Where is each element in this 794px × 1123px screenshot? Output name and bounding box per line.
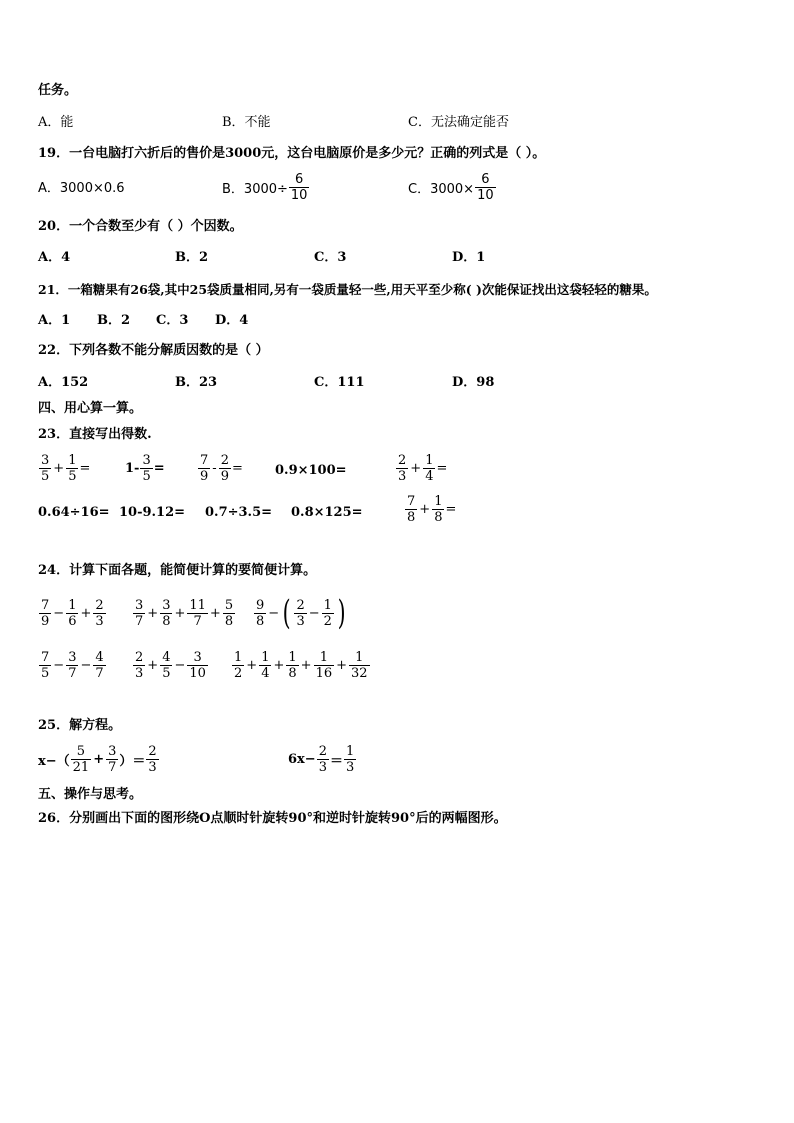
numerator: 1 [288,650,297,665]
denominator: 2 [323,613,332,629]
fraction [254,598,266,629]
equals: = [436,461,448,476]
numerator: 1 [434,494,443,509]
numerator: 5 [76,744,86,759]
fraction [405,494,417,525]
equals: = [79,461,91,476]
numerator: 3 [68,650,77,665]
fraction [294,598,306,629]
numerator: 2 [296,597,305,613]
q23-expr-8: 0.7÷3.5= [205,505,273,520]
numerator: 1 [234,650,243,665]
numerator: 4 [162,650,171,665]
numerator: 6 [481,172,490,187]
denominator: 3 [296,613,305,629]
q23-expr-4: 0.9×100= [275,463,347,478]
fraction [160,598,172,629]
q23-expr-5 [395,453,447,484]
denominator: 10 [189,666,206,681]
operator: + [246,658,258,673]
numerator: 7 [41,650,50,665]
operator: + [80,606,92,621]
right-paren: ) [337,593,346,633]
fraction [146,744,158,775]
q20-option-a: A．4 [38,250,71,265]
fraction [344,744,356,775]
numerator: 1 [261,650,270,665]
operator: + [300,658,312,673]
operator: - [212,461,217,476]
denominator: 7 [187,613,208,629]
q18-option-c: C．无法确定能否 [408,115,509,130]
section-5-heading: 五、操作与思考。 [38,787,143,802]
denominator: 3 [398,469,407,484]
q25-stem: 25．解方程。 [38,718,122,733]
numerator: 7 [41,598,50,613]
numerator: 3 [162,598,171,613]
denominator: 3 [148,760,157,775]
numerator: 1 [425,453,434,468]
q19-option-c [408,172,497,203]
fraction [396,453,408,484]
numerator: 3 [108,744,117,759]
fraction [133,650,145,681]
q20-option-c: C．3 [314,250,347,265]
left-paren: ( [282,593,291,633]
q18-option-b: B．不能 [222,115,271,130]
operator: + [174,606,186,621]
fraction [160,650,172,681]
denominator: 8 [256,613,265,629]
operator: + [419,502,431,517]
equals: = [445,502,457,517]
denominator: 8 [162,614,171,629]
denominator: 4 [425,469,434,484]
fraction [39,453,51,484]
q24-expr-2 [132,598,236,629]
denominator: 10 [477,188,494,203]
operator: − [308,605,320,621]
fraction [314,650,335,681]
fraction [66,598,78,629]
operator: + [93,752,105,767]
denominator: 5 [68,469,77,484]
q22-option-b: B．23 [175,375,218,390]
fraction [423,453,435,484]
q23-expr-2 [125,453,165,484]
denominator: 3 [135,666,144,681]
equation-prefix: 6x− [288,752,316,767]
q19-option-c-label: C．3000× [408,182,475,197]
q21-option-d: D．4 [215,313,249,328]
operator: − [80,658,92,673]
numerator: 9 [256,597,265,613]
operator: − [53,658,65,673]
q25-equation-2 [288,744,357,775]
denominator: 4 [261,666,270,681]
operator: + [147,606,159,621]
fraction [93,650,105,681]
numerator: 7 [200,453,209,468]
numerator: 1 [346,744,355,759]
fraction [187,598,208,629]
fraction [317,744,329,775]
denominator: 8 [224,614,234,629]
denominator: 10 [290,188,308,203]
q22-stem: 22．下列各数不能分解质因数的是（ ） [38,343,269,358]
q20-option-b: B．2 [175,250,209,265]
denominator: 3 [346,760,355,775]
operator: + [53,461,65,476]
q22-option-d: D．98 [452,375,495,390]
fraction [349,650,370,681]
denominator: 3 [95,614,104,629]
q18-option-a: A．能 [38,115,74,130]
fraction [140,453,152,484]
fraction [66,650,78,681]
q21-stem: 21．一箱糖果有26袋,其中25袋质量相同,另有一袋质量轻一些,用天平至少称( )次能保证找出这袋轻轻的糖果。 [38,282,657,297]
equation-prefix: x−（ [38,754,70,769]
q24-expr-3 [253,593,348,633]
q24-expr-1 [38,598,107,629]
fraction [133,598,145,629]
numerator: 2 [135,650,144,665]
numerator: 2 [148,744,157,759]
numerator: 1 [68,453,77,468]
denominator: 5 [142,469,151,484]
denominator: 3 [318,760,327,775]
q23-expr-10 [404,494,456,525]
fraction [71,744,92,775]
denominator: 9 [200,469,209,484]
denominator: 8 [434,510,443,525]
numerator: 3 [135,598,144,613]
fraction [66,453,78,484]
q23-expr-3 [197,453,243,484]
denominator: 5 [162,666,171,681]
q25-equation-1 [38,744,160,775]
q21-option-b: B．2 [97,313,131,328]
denominator: 2 [234,666,243,681]
denominator: 7 [108,760,117,775]
q22-option-a: A．152 [38,375,89,390]
prefix: 1- [125,461,140,476]
q19-stem: 19．一台电脑打六折后的售价是3000元，这台电脑原价是多少元？正确的列式是（ ）。 [38,146,546,161]
fraction [219,453,231,484]
numerator: 5 [224,598,234,613]
numerator: 2 [318,744,327,759]
fraction [39,598,51,629]
q23-expr-1 [38,453,90,484]
numerator: 1 [355,650,364,665]
fraction [93,598,105,629]
q24-expr-4 [38,650,107,681]
denominator: 5 [41,666,50,681]
denominator: 9 [41,614,50,629]
operator: − [268,605,280,621]
top-line: 任务。 [38,83,78,98]
denominator: 9 [220,469,229,484]
q19-option-a: A．3000×0.6 [38,181,125,196]
denominator: 16 [315,666,333,681]
denominator: 5 [41,469,50,484]
operator: − [174,658,186,673]
q19-option-b-label: B．3000÷ [222,182,288,197]
fraction [286,650,298,681]
operator: + [273,658,285,673]
fraction [39,650,51,681]
numerator: 1 [319,650,328,665]
operator: + [209,606,221,621]
q20-stem: 20．一个合数至少有（ ）个因数。 [38,219,243,234]
operator: − [53,606,65,621]
q19-option-b [222,172,310,203]
fraction [106,744,118,775]
denominator: 21 [72,760,90,775]
q26-stem: 26．分别画出下面的图形绕O点顺时针旋转90°和逆时针旋转90°后的两幅图形。 [38,811,507,826]
denominator: 8 [288,666,297,681]
q23-expr-9: 0.8×125= [291,505,363,520]
fraction [475,172,496,203]
numerator: 1 [68,598,77,613]
operator: + [336,658,348,673]
section-4-heading: 四、用心算一算。 [38,401,143,416]
operator: + [147,658,159,673]
q23-expr-7: 10-9.12= [119,505,186,520]
equals: ＝ [329,754,343,769]
denominator: 32 [351,666,368,681]
numerator: 4 [95,650,104,665]
denominator: 7 [135,614,144,629]
numerator: 2 [95,598,104,613]
q24-expr-6 [231,650,371,681]
numerator: 1 [323,597,332,613]
denominator: 7 [68,666,77,681]
numerator: 6 [295,172,304,187]
numerator: 2 [398,453,407,468]
denominator: 7 [95,666,104,681]
denominator: 6 [68,614,77,629]
fraction [223,598,235,629]
fraction [432,494,444,525]
numerator: 3 [142,453,151,468]
numerator: 3 [41,453,50,468]
q24-stem: 24．计算下面各题，能简便计算的要简便计算。 [38,563,317,578]
fraction [322,598,334,629]
fraction [289,172,310,203]
denominator: 8 [407,510,416,525]
equals: = [231,461,243,476]
q24-expr-5 [132,650,209,681]
q21-option-a: A．1 [38,313,71,328]
fraction [198,453,210,484]
numerator: 7 [407,494,416,509]
numerator: 11 [189,598,206,613]
operator: + [410,461,422,476]
numerator: 3 [193,650,202,665]
fraction [232,650,244,681]
numerator: 2 [220,453,229,468]
q23-stem: 23．直接写出得数. [38,427,152,442]
q20-option-d: D．1 [452,250,486,265]
equals: ）＝ [119,754,146,769]
fraction [187,650,208,681]
q21-option-c: C．3 [156,313,189,328]
q23-expr-6: 0.64÷16= [38,505,110,520]
q22-option-c: C．111 [314,375,365,390]
fraction [259,650,271,681]
equals: = [153,461,165,476]
